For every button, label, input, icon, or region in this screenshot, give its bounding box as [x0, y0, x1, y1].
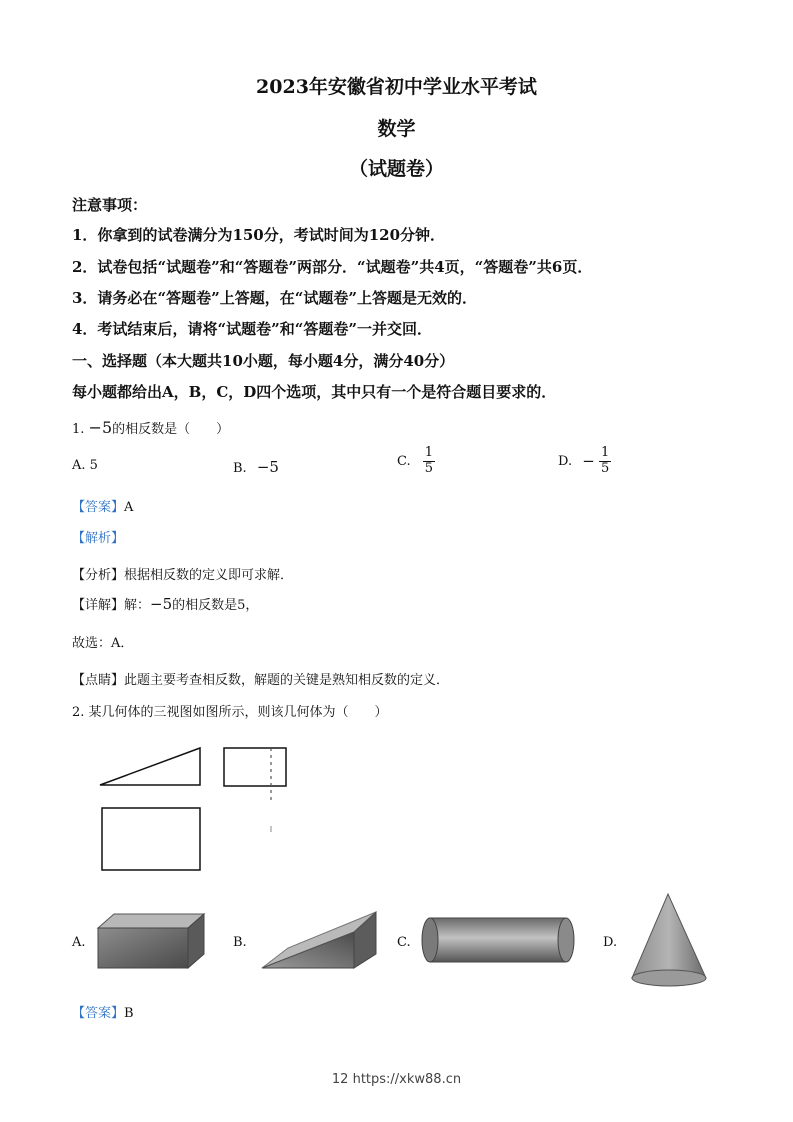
- cone-image: [628, 890, 710, 990]
- option-label: C.: [397, 453, 411, 469]
- cuboid-top-face: [98, 914, 204, 928]
- answer-value: B: [124, 1006, 134, 1021]
- option-b: [233, 458, 279, 476]
- option-b-label: B.: [233, 935, 247, 950]
- xiangjie-tag: 【详解】: [72, 598, 125, 613]
- fraction: [599, 446, 611, 477]
- fraction-numerator: 1: [600, 445, 610, 460]
- option-label: B.: [233, 461, 247, 476]
- question-1-stem: [72, 418, 229, 437]
- notice-heading: 注意事项：: [72, 196, 148, 214]
- dianjing-tag: 【点睛】: [72, 673, 125, 688]
- three-views-figure: [90, 740, 310, 880]
- notice-item: 1．你拿到的试卷满分为150分，考试时间为120分钟．: [72, 226, 446, 244]
- notice-item: 2．试卷包括“试题卷”和“答题卷”两部分．“试题卷”共4页，“答题卷”共6页．: [72, 258, 593, 276]
- option-d: [558, 446, 611, 477]
- side-view-rectangle: [224, 748, 286, 786]
- cylinder-right-end: [558, 918, 574, 962]
- answer-tag: 【答案】: [72, 1006, 125, 1021]
- math-value: −5: [150, 595, 173, 613]
- fraction-denominator: 5: [424, 460, 434, 476]
- option-a-label: A.: [72, 935, 86, 950]
- question-2-stem: 2. 某几何体的三视图如图所示，则该几何体为（ ）: [72, 705, 388, 720]
- analysis-xiangjie: [72, 594, 258, 613]
- section-title: 一、选择题（本大题共10小题，每小题4分，满分40分）: [72, 352, 455, 370]
- section-instruction: 每小题都给出A，B，C，D四个选项，其中只有一个是符合题目要求的．: [72, 383, 557, 401]
- option-d-label: D.: [603, 935, 618, 950]
- question-number: 1.: [72, 422, 85, 437]
- front-view-triangle: [100, 748, 200, 785]
- answer-line: [72, 496, 133, 515]
- notice-item: 3．请务必在“答题卷”上答题，在“试题卷”上答题是无效的．: [72, 289, 477, 307]
- dianjing-line: [72, 669, 449, 688]
- notice-item: 4．考试结束后，请将“试题卷”和“答题卷”一并交回．: [72, 320, 432, 338]
- cylinder-image: [420, 914, 580, 966]
- option-label: D.: [558, 453, 573, 469]
- analysis-tag: 【解析】: [72, 531, 125, 546]
- dianjing-text: 此题主要考查相反数，解题的关键是熟知相反数的定义．: [124, 673, 450, 688]
- option-c-label: C.: [397, 935, 411, 950]
- analysis-fenxi: [72, 564, 293, 583]
- answer-tag: 【答案】: [72, 500, 125, 515]
- paper-type: （试题卷）: [348, 158, 444, 180]
- fraction: [423, 446, 435, 477]
- option-value: −5: [256, 458, 279, 476]
- page-footer: 12 https://xkw88.cn: [331, 1072, 462, 1087]
- math-value: −5: [88, 418, 113, 437]
- cone-base: [632, 970, 706, 986]
- q2-answer-line: [72, 1002, 134, 1021]
- cylinder-left-end: [422, 918, 438, 962]
- subject-title: 数学: [377, 118, 416, 140]
- cuboid-front-face: [98, 928, 188, 968]
- top-view-rectangle: [102, 808, 200, 870]
- minus-sign: −: [582, 452, 595, 471]
- cone-body: [632, 894, 706, 978]
- question-text: 的相反数是（ ）: [112, 422, 230, 437]
- triangular-prism-image: [258, 908, 383, 970]
- fraction-numerator: 1: [424, 445, 434, 460]
- option-a: A. 5: [72, 458, 98, 473]
- fraction-denominator: 5: [600, 460, 610, 476]
- cuboid-image: [96, 908, 206, 970]
- cylinder-body: [430, 918, 566, 962]
- xiangjie-post: 的相反数是5，: [172, 598, 259, 613]
- choose-line: 故选：A．: [72, 636, 134, 651]
- option-c: [397, 446, 435, 477]
- fenxi-text: 根据相反数的定义即可求解．: [124, 568, 294, 583]
- fenxi-tag: 【分析】: [72, 568, 125, 583]
- exam-title: 2023年安徽省初中学业水平考试: [256, 76, 537, 98]
- xiangjie-pre: 解：: [124, 598, 151, 613]
- answer-value: A: [124, 500, 134, 515]
